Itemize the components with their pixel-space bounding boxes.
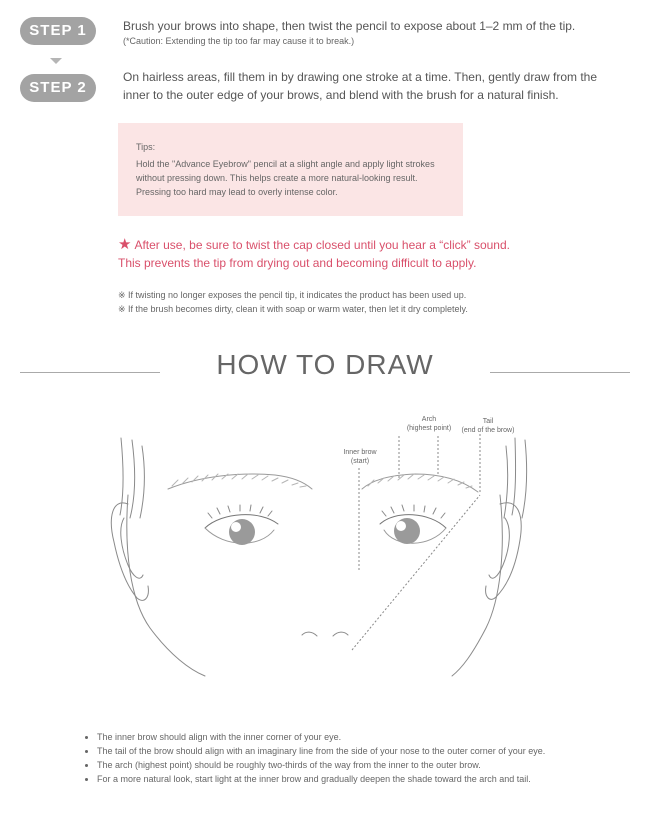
face-outline-right [452, 495, 502, 676]
left-iris [229, 519, 255, 545]
nose-right-nostril [333, 632, 348, 636]
step-1-caution: (*Caution: Extending the tip too far may cause it to break.) [123, 36, 355, 46]
left-ear-inner [121, 518, 143, 578]
step-2-text: On hairless areas, fill them in by drawing one stroke at a time. Then, gently draw from the inner to the outer edge of your brows, and blend with the brush for a natural finish. [123, 70, 597, 102]
face-diagram [0, 400, 650, 690]
left-eyebrow [168, 474, 312, 489]
warning-line-1: After use, be sure to twist the cap closed until you hear a “click” sound. [134, 238, 510, 252]
face-outline-left [127, 495, 205, 676]
tips-box [118, 123, 463, 216]
nose-to-tail-guide-line [352, 495, 480, 650]
arch-label: Arch [421, 416, 437, 423]
right-ear-inner [489, 518, 509, 578]
step-1-text: Brush your brows into shape, then twist the pencil to expose about 1–2 mm of the tip. [123, 19, 576, 33]
tail-label: Tail [482, 418, 494, 425]
right-eyebrow [362, 474, 478, 492]
right-eye-lashes [382, 505, 445, 518]
nose-left-nostril [302, 632, 317, 636]
left-eyebrow-hairs [172, 474, 306, 487]
hair-strand [512, 438, 516, 515]
arch-sublabel: (highest point) [406, 425, 452, 432]
hair-strand [522, 440, 527, 518]
right-ear [486, 503, 522, 600]
hair-strand [140, 446, 144, 518]
list-item: • The tail of the brow should align with an imaginary line from the side of your nose to the outer corner of your eye. [97, 744, 545, 758]
hair-strand [504, 446, 508, 518]
right-iris [394, 518, 420, 544]
list-item: • The arch (highest point) should be roughly two-thirds of the way from the inner to the outer brow. [97, 758, 545, 772]
how-to-draw-title: HOW TO DRAW [216, 349, 434, 380]
step-2-badge: STEP 2 [20, 74, 96, 102]
tips-body: Hold the "Advance Eyebrow" pencil at a slight angle and apply light strokes without pressing down. This helps create a more natural-looking result. Pressing too hard may lead to overly intense color. [136, 159, 435, 197]
star-icon: ★ [118, 236, 132, 253]
tips-title: Tips: [136, 142, 156, 152]
warning-line-2: This prevents the tip from drying out and becoming difficult to apply. [118, 256, 477, 270]
inner-brow-label: Inner brow [343, 449, 377, 456]
note-item: ※ If the brush becomes dirty, clean it with soap or warm water, then let it dry completely. [118, 304, 468, 314]
list-item: • For a more natural look, start light at the inner brow and gradually deepen the shade toward the arch and tail. [97, 772, 545, 786]
how-to-bullet-list [85, 730, 545, 786]
list-item: • The inner brow should align with the inner corner of your eye. [97, 730, 545, 744]
notes [118, 288, 468, 316]
step-1-badge: STEP 1 [20, 17, 96, 45]
hair-strand [130, 440, 135, 518]
warning-message [118, 236, 510, 272]
note-item: ※ If twisting no longer exposes the pencil tip, it indicates the product has been used up. [118, 290, 467, 300]
inner-brow-sublabel: (start) [350, 458, 370, 465]
tail-sublabel: (end of the brow) [461, 427, 515, 434]
step-arrow-icon [50, 58, 62, 64]
divider-right [490, 372, 630, 373]
